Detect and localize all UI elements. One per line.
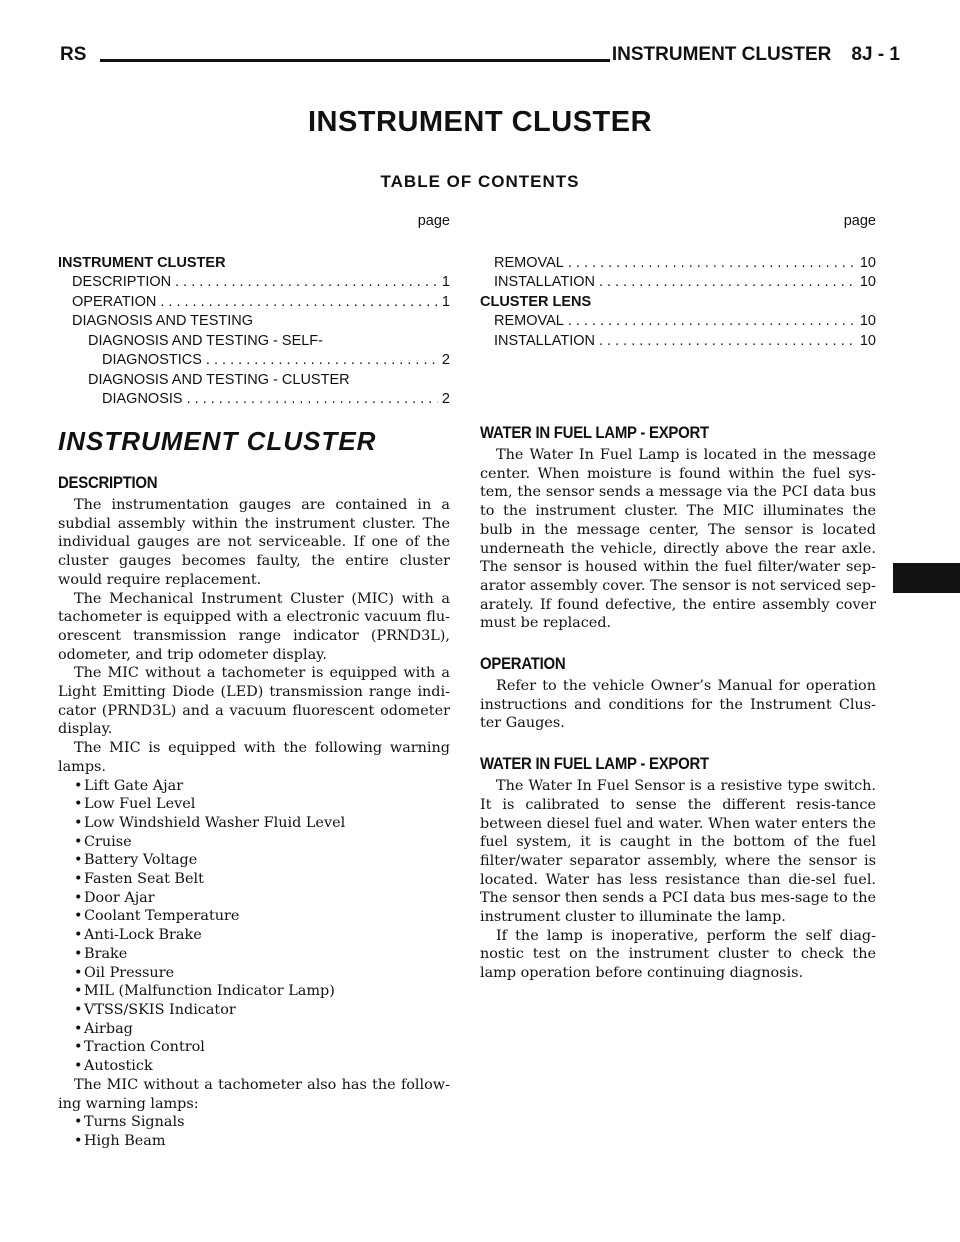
toc-entry-label: REMOVAL: [494, 313, 564, 329]
toc-entry[interactable]: [480, 273, 876, 293]
manual-code: RS: [60, 44, 87, 65]
list-item: • MIL (Malfunction Indicator Lamp): [74, 982, 450, 1001]
toc-entry-label: DESCRIPTION: [72, 274, 172, 290]
list-item: • Autostick: [74, 1057, 450, 1076]
wif-operation-paragraph: If the lamp is inoperative, perform the self diag-nostic test on the instrument cluster to check the lamp operation before continuing diagnosis.: [480, 927, 876, 982]
toc-leader: [599, 273, 856, 293]
toc-entry[interactable]: [480, 312, 876, 332]
toc-page-label: page: [843, 213, 876, 229]
list-item: • Anti-Lock Brake: [74, 926, 450, 945]
warning-lamp-list: [58, 777, 450, 1076]
list-item: • Lift Gate Ajar: [74, 777, 450, 796]
toc-entry-page: 10: [859, 274, 876, 290]
list-item: • Door Ajar: [74, 889, 450, 908]
toc-leader: [599, 332, 856, 352]
toc-entry-label: DIAGNOSTICS: [102, 352, 202, 368]
toc-right-column: [480, 212, 876, 351]
section-title: INSTRUMENT CLUSTER: [58, 426, 377, 456]
toc-entry[interactable]: [58, 293, 450, 313]
list-item: • Airbag: [74, 1020, 450, 1039]
toc-entry-label: DIAGNOSIS AND TESTING - CLUSTER: [88, 371, 350, 388]
toc-leader: [187, 390, 438, 410]
toc-entry-label: DIAGNOSIS AND TESTING - SELF-: [88, 332, 323, 349]
toc-entry-label: DIAGNOSIS: [102, 391, 183, 407]
description-paragraph: The Mechanical Instrument Cluster (MIC) with a tachometer is equipped with a electronic vacuum flu-orescent transmission range indicator (PRND3L), odometer, and trip odometer display.: [58, 590, 450, 663]
description-heading: DESCRIPTION: [58, 473, 158, 492]
wif-operation-heading: WATER IN FUEL LAMP - EXPORT: [480, 754, 709, 774]
toc-entry-label: OPERATION: [72, 293, 157, 310]
page-title: INSTRUMENT CLUSTER: [307, 106, 653, 138]
toc-leader: [568, 312, 856, 332]
list-item: • Low Windshield Washer Fluid Level: [74, 814, 450, 833]
list-item: • Cruise: [74, 833, 450, 852]
right-text-column: [480, 420, 876, 983]
toc-entry[interactable]: [58, 332, 450, 352]
left-text-column: [58, 420, 450, 1151]
toc-leader: [206, 351, 438, 371]
description-paragraph: The instrumentation gauges are contained in a subdial assembly within the instrument cluster. The individual gauges are not serviceable. If one of the cluster gauges becomes faulty, the entire cluster would require replacement.: [58, 497, 450, 588]
toc-entry-label: INSTRUMENT CLUSTER: [58, 254, 226, 271]
wif-description-paragraph: The Water In Fuel Lamp is located in the message center. When moisture is found within the fuel sys-tem, the sensor sends a message via the PCI data bus to the instrument cluster. The MIC illuminates the bulb in the message center, The sensor is located underneath the vehicle, directly above the rear axle. The sensor is housed within the fuel filter/water sep-arator assembly cover. The sensor is not serviced sep-arately. If found defective, the entire assembly cover must be replaced.: [480, 447, 876, 632]
list-item: • Turns Signals: [74, 1113, 450, 1132]
header-rule: [100, 59, 610, 62]
description-paragraph: The MIC without a tachometer also has the follow-ing warning lamps:: [58, 1076, 450, 1112]
toc-entry[interactable]: [58, 371, 450, 391]
toc-entry[interactable]: [58, 254, 450, 274]
toc-entry-label: INSTALLATION: [494, 274, 595, 290]
toc-heading: TABLE OF CONTENTS: [380, 172, 580, 191]
list-item: • Brake: [74, 945, 450, 964]
toc-entry[interactable]: [480, 254, 876, 274]
warning-lamp-list-2: [58, 1113, 450, 1150]
toc-entry-page: 1: [441, 274, 450, 290]
list-item: • Traction Control: [74, 1038, 450, 1057]
toc-entry-page: 1: [441, 293, 450, 310]
toc-leader: [160, 293, 438, 313]
toc-leader: [568, 254, 856, 274]
header-section: INSTRUMENT CLUSTER: [611, 44, 832, 65]
section-thumb-tab: [893, 563, 960, 593]
list-item: • High Beam: [74, 1132, 450, 1151]
toc-entry[interactable]: [58, 351, 450, 371]
toc-entry[interactable]: [58, 390, 450, 410]
toc-entry[interactable]: [480, 332, 876, 352]
toc-page-label: page: [417, 213, 450, 229]
description-paragraph: The MIC is equipped with the following warning lamps.: [58, 740, 450, 775]
operation-paragraph: Refer to the vehicle Owner’s Manual for operation instructions and conditions for the Instrument Clus-ter Gauges.: [480, 678, 876, 732]
list-item: • Low Fuel Level: [74, 795, 450, 814]
toc-leader: [175, 273, 438, 293]
wif-description-heading: WATER IN FUEL LAMP - EXPORT: [480, 423, 709, 442]
toc-entry-label: DIAGNOSIS AND TESTING: [72, 313, 254, 329]
list-item: • VTSS/SKIS Indicator: [74, 1001, 450, 1020]
toc-entry-label: REMOVAL: [494, 254, 564, 271]
operation-heading: OPERATION: [480, 654, 566, 674]
wif-operation-paragraph: The Water In Fuel Sensor is a resistive type switch. It is calibrated to sense the different resis-tance between diesel fuel and water. When water enters the fuel system, it is caught in the bottom of the fuel filter/water separator assembly, where the sensor is located. Water has less resistance than die-sel fuel. The sensor then sends a PCI data bus mes-sage to the instrument cluster to illuminate the lamp.: [480, 778, 876, 926]
page-header: [60, 44, 900, 72]
toc-entry-page: 10: [859, 254, 876, 271]
toc-entry[interactable]: [58, 273, 450, 293]
toc-entry-page: 10: [859, 332, 876, 349]
list-item: • Fasten Seat Belt: [74, 870, 450, 889]
toc-entry-page: 2: [441, 391, 450, 407]
description-paragraph: The MIC without a tachometer is equipped with a Light Emitting Diode (LED) transmission range indi-cator (PRND3L) and a vacuum fluorescent odometer display.: [58, 665, 450, 738]
toc-entry-label: CLUSTER LENS: [480, 293, 592, 310]
list-item: • Battery Voltage: [74, 851, 450, 870]
toc-entry-page: 10: [859, 313, 876, 329]
toc-entry-label: INSTALLATION: [494, 332, 595, 349]
header-right: [612, 44, 900, 66]
toc-left-column: [58, 212, 450, 410]
toc-entry-page: 2: [441, 352, 450, 368]
list-item: • Coolant Temperature: [74, 907, 450, 926]
toc-entry[interactable]: [480, 293, 876, 313]
page-number: 8J - 1: [851, 44, 900, 65]
toc-entry[interactable]: [58, 312, 450, 332]
list-item: • Oil Pressure: [74, 964, 450, 983]
